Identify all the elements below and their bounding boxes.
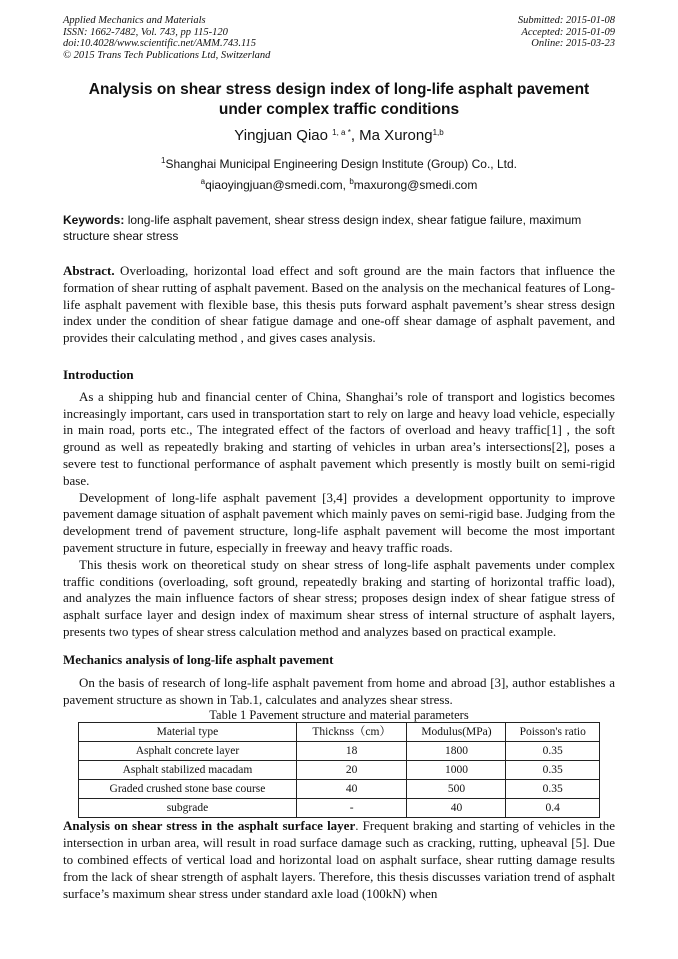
cell: Asphalt concrete layer <box>79 742 297 761</box>
th: Poisson's ratio <box>506 723 600 742</box>
cell: 0.35 <box>506 761 600 780</box>
table-row <box>79 799 600 818</box>
surface-label: Analysis on shear stress in the asphalt surface layer <box>63 818 356 834</box>
cell: 1800 <box>407 742 506 761</box>
abstract-text: Overloading, horizontal load effect and soft ground are the main factors that influence the formation of shear rutting of asphalt pavement. Based on the analysis on the mechanical features of Long-life asphalt pavement with flexible base, this thesis puts forward asphalt pavement’s shear stress design index under the condition of shear fatigue damage and one-off shear damage of asphalt pavement, and provides their calculating method , and gives cases analysis. <box>63 263 615 346</box>
keywords <box>63 212 615 244</box>
author-2-sup: 1,b <box>432 128 444 137</box>
accepted-date: Accepted: 2015-01-09 <box>521 26 615 38</box>
author-1: Yingjuan Qiao <box>234 127 333 144</box>
intro-paragraph: This thesis work on theoretical study on shear stress of long-life asphalt pavements under complex traffic conditions (overloading, soft ground, repeatedly braking and starting of horizontal traffic load), and analyzes the main influence factors of shear stress; proposes design index of shear fatigue stress of asphalt surface layer and design index of maximum shear stress of internal structure of asphalt layers, presents two types of shear stress calculation method and analyzes based on practical example. <box>63 556 615 639</box>
intro-paragraph: Development of long-life asphalt pavement [3,4] provides a development opportunity to improve pavement damage situation of asphalt pavement which mainly paves on semi-rigid base. Judging from the development trend of pavement structure, long-life asphalt pavement will become the most important pavement structure in future, especially in freeway and heavy traffic roads. <box>63 489 615 555</box>
aff-sup: 1 <box>161 156 166 165</box>
th: Material type <box>79 723 297 742</box>
table-header-row <box>79 723 600 742</box>
table-row <box>79 780 600 799</box>
cell: Asphalt stabilized macadam <box>79 761 297 780</box>
table-row <box>79 761 600 780</box>
affiliation <box>63 157 615 171</box>
table-caption: Table 1 Pavement structure and material parameters <box>209 708 469 723</box>
mechanics-paragraph: On the basis of research of long-life asphalt pavement from home and abroad [3], author establishes a pavement structure as shown in Tab.1, calculates and analyzes shear stress. <box>63 674 615 707</box>
cell: Graded crushed stone base course <box>79 780 297 799</box>
email-b-sup: b <box>349 177 354 186</box>
keywords-label: Keywords: <box>63 213 125 227</box>
journal-name: Applied Mechanics and Materials <box>63 15 206 26</box>
online-date: Online: 2015-03-23 <box>531 38 615 49</box>
abstract <box>63 263 615 347</box>
author-1-sup: 1, a * <box>332 128 351 137</box>
cell: 0.35 <box>506 780 600 799</box>
mechanics-section <box>63 652 615 902</box>
cell: 0.35 <box>506 742 600 761</box>
cell: 500 <box>407 780 506 799</box>
cell: - <box>296 799 407 818</box>
cell: 40 <box>296 780 407 799</box>
abstract-label: Abstract. <box>63 263 115 278</box>
intro-paragraph: As a shipping hub and financial center of China, Shanghai’s role of transport and logistics becomes increasingly important, cars used in transportation start to rely on large and heavy load vehicle, especially in main road, ports etc., The integrated effect of the factors of overload and heavy traffic[1] , the soft ground as well as repeatedly braking and starting of vehicles in urban area’s intersections[2], poses a severe test to functional performance of asphalt pavement which presently is mostly built on semi-rigid base. <box>63 388 615 488</box>
table-row <box>79 742 600 761</box>
email-a[interactable]: qiaoyingjuan@smedi.com, <box>205 178 350 192</box>
intro-heading: Introduction <box>63 367 134 382</box>
cell: 18 <box>296 742 407 761</box>
cell: 0.4 <box>506 799 600 818</box>
surface-paragraph <box>63 818 615 902</box>
author-2: , Ma Xurong <box>350 127 433 144</box>
doi: doi:10.4028/www.scientific.net/AMM.743.115 <box>63 38 256 49</box>
aff-text: Shanghai Municipal Engineering Design Institute (Group) Co., Ltd. <box>165 157 517 171</box>
copyright: © 2015 Trans Tech Publications Ltd, Switzerland <box>63 49 271 61</box>
issn: ISSN: 1662-7482, Vol. 743, pp 115-120 <box>63 26 228 38</box>
cell: 40 <box>407 799 506 818</box>
paper-title: Analysis on shear stress design index of long-life asphalt pavement under complex traffic conditions <box>88 81 590 118</box>
parameters-table <box>78 722 600 818</box>
email-a-sup: a <box>200 177 206 186</box>
email-b[interactable]: maxurong@smedi.com <box>353 178 478 192</box>
introduction-section <box>63 367 615 641</box>
emails <box>63 178 615 192</box>
submitted-date: Submitted: 2015-01-08 <box>517 15 615 26</box>
keywords-text: long-life asphalt pavement, shear stress design index, shear fatigue failure, maximum structure shear stress <box>63 213 582 243</box>
cell: subgrade <box>79 799 297 818</box>
th: Thicknss（cm） <box>296 723 407 742</box>
mechanics-heading: Mechanics analysis of long-life asphalt pavement <box>63 652 334 667</box>
th: Modulus(MPa) <box>407 723 506 742</box>
dates <box>518 15 615 50</box>
authors <box>63 127 615 144</box>
surface-text: . Frequent braking and starting of vehicles in the intersection in urban area, will result in road surface damage such as cracking, rutting, upheaval [5]. Due to combined effects of vertical load and horizontal load on asphalt surface, shear rutting damage results from the lack of shear strength of asphalt layers. Therefore, this thesis discusses variation trend of asphalt surface’s maximum shear stress under standard axle load (100kN) when <box>63 818 615 901</box>
cell: 1000 <box>407 761 506 780</box>
cell: 20 <box>296 761 407 780</box>
